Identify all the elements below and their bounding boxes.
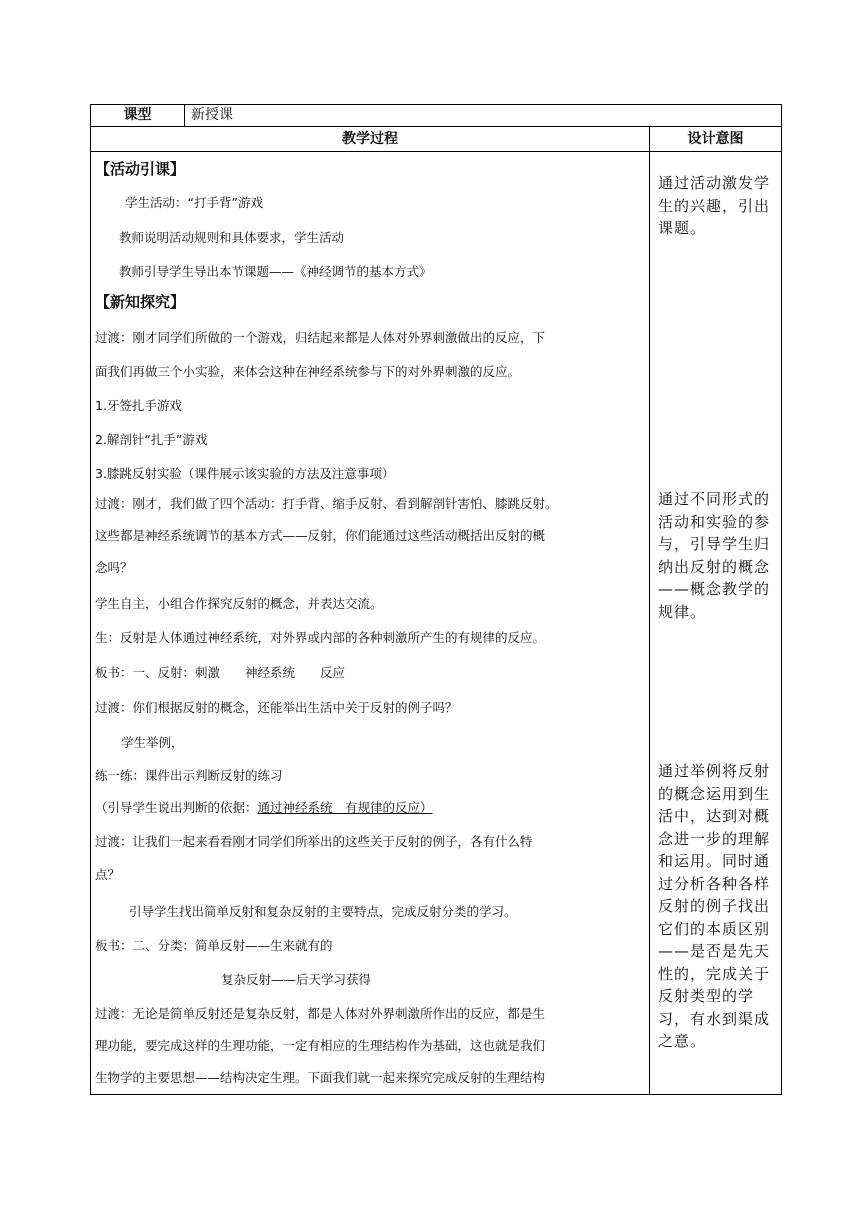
process-line: 2.解剖针“扎手”游戏 xyxy=(95,432,208,447)
section-heading-explore: 【新知探究】 xyxy=(95,293,186,311)
process-line xyxy=(95,798,433,816)
intent-application: 通过举例将反射的概念运用到生活中，达到对概念进一步的理解和运用。同时通过分析各种各样反射的例子找出它们的本质区别——是否是先天性的，完成关于反射类型的学习，有水到渠成之意。 xyxy=(658,762,771,1050)
basis-underlined: 通过神经系统 有规律的反应） xyxy=(257,800,433,815)
lesson-type-value: 新授课 xyxy=(185,105,782,127)
process-line: 教师说明活动规则和具体要求，学生活动 xyxy=(119,230,345,245)
section-heading-activity: 【活动引课】 xyxy=(95,160,186,178)
column-header-row xyxy=(91,127,782,152)
intent-concept: 通过不同形式的活动和实验的参与，引导学生归纳出反射的概念——概念教学的规律。 xyxy=(658,490,771,621)
process-line: 过渡：无论是简单反射还是复杂反射，都是人体对外界刺激所作出的反应，都是生 xyxy=(95,1006,546,1021)
process-line: 过渡：你们根据反射的概念，还能举出生活中关于反射的例子吗？ xyxy=(95,700,458,715)
intent-activity: 通过活动激发学生的兴趣，引出课题。 xyxy=(658,174,771,237)
process-line: 1.牙签扎手游戏 xyxy=(95,398,182,413)
process-line: 学生举例， xyxy=(121,735,184,750)
process-line: 学生自主，小组合作探究反射的概念，并表达交流。 xyxy=(95,596,383,611)
process-line: 理功能，要完成这样的生理功能，一定有相应的生理结构作为基础，这也就是我们 xyxy=(95,1038,546,1053)
lesson-plan-table xyxy=(90,104,782,1095)
process-line: 这些都是神经系统调节的基本方式——反射，你们能通过这些活动概括出反射的概 xyxy=(95,528,546,543)
process-line: 点？ xyxy=(95,867,121,882)
teaching-process-cell xyxy=(91,152,650,1095)
content-row xyxy=(91,152,782,1095)
process-line: 3.膝跳反射实验（课件展示该实验的方法及注意事项） xyxy=(95,466,395,481)
process-line: 过渡：刚才同学们所做的一个游戏，归结起来都是人体对外界刺激做出的反应，下 xyxy=(95,330,546,345)
process-line: 念吗？ xyxy=(95,560,133,575)
process-line: 教师引导学生导出本节课题——《神经调节的基本方式》 xyxy=(119,264,432,279)
process-line: 过渡：让我们一起来看看刚才同学们所举出的这些关于反射的例子，各有什么特 xyxy=(95,834,533,849)
process-line: 过渡：刚才，我们做了四个活动：打手背、缩手反射、看到解剖针害怕、膝跳反射。 xyxy=(95,496,558,511)
lesson-type-row xyxy=(91,105,782,127)
process-line: 板书：一、反射：刺激 神经系统 反应 xyxy=(95,665,346,680)
lesson-type-label: 课型 xyxy=(91,105,185,127)
process-line: 板书：二、分类：简单反射——生来就有的 xyxy=(95,938,333,953)
process-line: 引导学生找出简单反射和复杂反射的主要特点，完成反射分类的学习。 xyxy=(129,904,517,919)
design-intent-header: 设计意图 xyxy=(650,127,782,152)
teaching-process-header: 教学过程 xyxy=(91,127,650,152)
process-line: 面我们再做三个小实验，来体会这种在神经系统参与下的对外界刺激的反应。 xyxy=(95,364,521,379)
design-intent-cell xyxy=(650,152,782,1095)
process-line: 复杂反射——后天学习获得 xyxy=(221,972,372,987)
process-line: 学生活动：“打手背”游戏 xyxy=(125,195,263,210)
process-line: 练一练：课件出示判断反射的练习 xyxy=(95,768,283,783)
process-line: 生物学的主要思想——结构决定生理。下面我们就一起来探究完成反射的生理结构 xyxy=(95,1070,546,1085)
basis-prefix: （引导学生说出判断的依据： xyxy=(95,800,258,815)
process-line: 生：反射是人体通过神经系统，对外界或内部的各种刺激所产生的有规律的反应。 xyxy=(95,630,546,645)
